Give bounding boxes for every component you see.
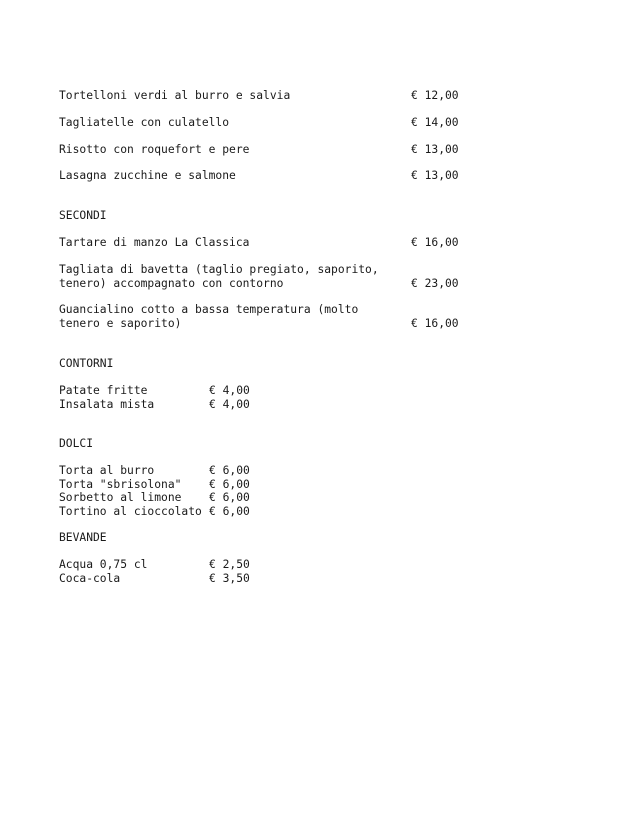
menu-item-name: Torta "sbrisolona" [59,477,182,491]
menu-item-price: € 6,00 [209,504,250,518]
menu-item-name: Tortelloni verdi al burro e salvia [59,89,291,102]
menu-item-price: € 6,00 [209,477,250,491]
menu-item-name-line1: Guancialino cotto a bassa temperatura (molto [59,303,359,316]
menu-item-price: € 4,00 [209,397,250,411]
menu-item-price: € 3,50 [209,571,250,585]
menu-item [59,169,459,223]
menu-item-price: € 13,00 [411,143,459,156]
menu-item-name: Coca-cola [59,571,121,585]
menu-item [59,572,279,626]
menu-item-name: Tagliatelle con culatello [59,116,230,129]
menu-item-price: € 6,00 [209,464,250,477]
menu-item-name: Sorbetto al limone [59,491,182,504]
menu-item [59,303,459,371]
menu-item-price: € 13,00 [411,169,459,182]
menu-item-price: € 12,00 [411,89,459,102]
menu-item-name: Lasagna zucchine e salmone [59,169,236,182]
menu-item-price: € 2,50 [209,558,250,571]
section-heading-contorni: CONTORNI [59,357,114,370]
menu-item-price: € 16,00 [411,236,459,249]
section-heading-bevande: BEVANDE [59,531,107,544]
menu-item-price: € 6,00 [209,491,250,504]
menu-item-name: Patate fritte [59,384,148,397]
menu-item-price: € 16,00 [411,316,459,330]
menu-item-price: € 23,00 [411,276,459,290]
menu-item-price: € 14,00 [411,116,459,129]
menu-item-name: Tartare di manzo La Classica [59,236,250,249]
menu-item-name-line2: tenero e saporito) [59,316,182,330]
section-heading-dolci: DOLCI [59,437,94,450]
section-heading-secondi: SECONDI [59,209,107,222]
menu-item-name-line1: Tagliata di bavetta (taglio pregiato, saporito, [59,263,379,276]
menu-item-name: Insalata mista [59,397,155,411]
menu-item-name: Torta al burro [59,464,155,477]
menu-item-name-line2: tenero) accompagnato con contorno [59,276,284,290]
menu-item-name: Acqua 0,75 cl [59,558,148,571]
menu-item-name: Risotto con roquefort e pere [59,143,250,156]
menu-item-name: Tortino al cioccolato [59,504,202,518]
menu-item-price: € 4,00 [209,384,250,397]
